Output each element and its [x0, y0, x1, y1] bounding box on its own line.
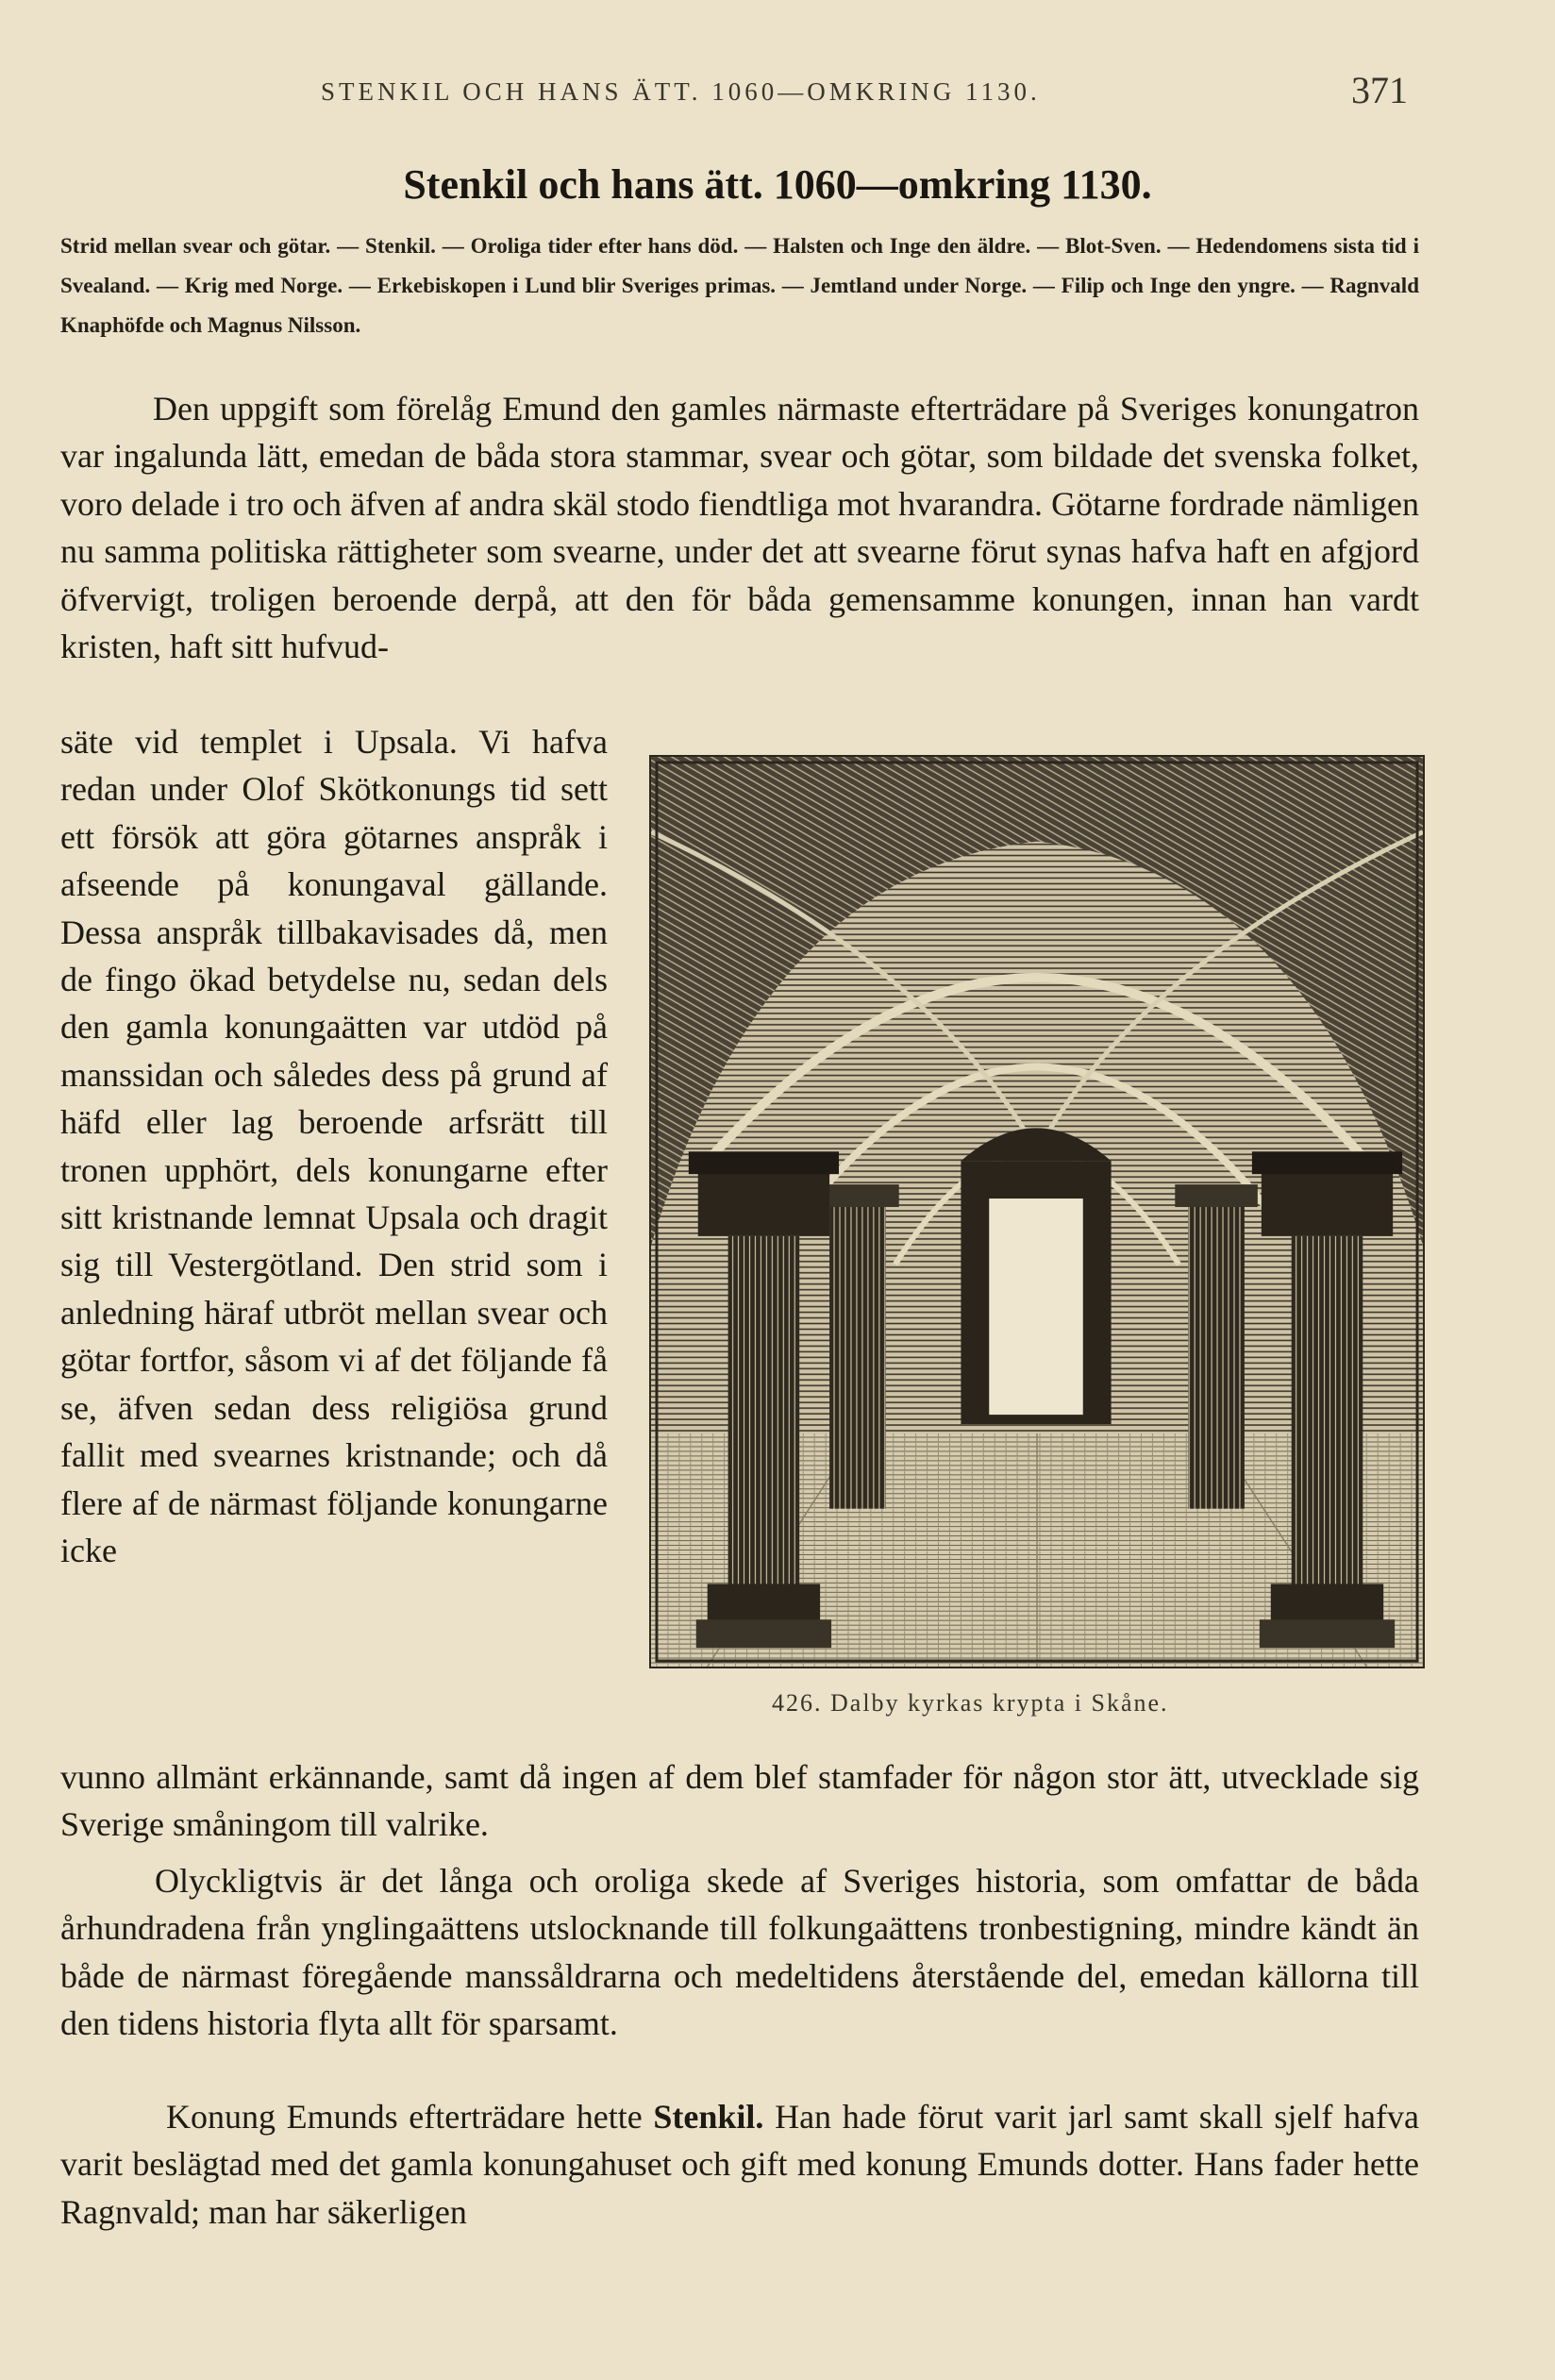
paragraph-4 — [60, 2093, 1419, 2236]
paragraph-4-lead: Konung Emunds efterträdare hette — [166, 2098, 654, 2136]
paragraph-3: Olyckligtvis är det långa och oroliga skede af Sveriges historia, som omfattar de båda århundradena från ynglingaättens utslocknande till folkungaättens tronbestigning, mindre kändt än både de närmast föregående manssåldrarna och medeltidens återstående del, emedan källorna till den tidens historia flyta allt för sparsamt. — [60, 1862, 1419, 2043]
paragraph-2-continued: vunno allmänt erkännande, samt då ingen af dem blef stamfader för någon stor ätt, utvecklade sig Sverige småningom till valrike. — [60, 1758, 1419, 1844]
crypt-engraving-illustration — [651, 757, 1423, 1667]
figure-caption: 426. Dalby kyrkas krypta i Skåne. — [772, 1689, 1169, 1717]
king-name-stenkil: Stenkil. — [653, 2098, 764, 2136]
crypt-engraving-figure — [649, 755, 1425, 1668]
paragraph-2-column: säte vid templet i Upsala. Vi hafva redan under Olof Skötkonungs tid sett ett försök att göra götarnes anspråk i afseende på konungaval gällande. Dessa anspråk tillbakavisades då, men de fingo ökad betydelse nu, sedan dels den gamla konungaätten var utdöd på manssidan och således dess på grund af häfd eller lag beroende arfsrätt till tronen upphört, dels konungarne efter sitt kristnande lemnat Upsala och dragit sig till Vestergötland. Den strid som i anledning häraf utbröt mellan svear och götar fortfor, såsom vi af det följande få se, äfven sedan dess religiösa grund fallit med svearnes kristnande; och då flere af de närmast följande konungarne icke — [60, 723, 608, 1569]
chapter-title: Stenkil och hans ätt. 1060—omkring 1130. — [403, 161, 1152, 208]
page-number: 371 — [1351, 69, 1408, 111]
chapter-summary: Strid mellan svear och götar. — Stenkil. — Oroliga tider efter hans död. — Halsten och Inge den äldre. — Blot-Sven. — Hedendomens sista tid i Svealand. — Krig med Norge. — Erkebiskopen i Lund blir Sveriges primas. — Jemtland under Norge. — Filip och Inge den yngre. — Ragnvald Knaphöfde och Magnus Nilsson. — [60, 234, 1419, 337]
paragraph-4-rest: Han hade förut varit jarl samt skall sjelf hafva varit beslägtad med det gamla konungahuset och gift med konung Emunds dotter. Hans fader hette Ragnvald; man har säkerligen — [60, 2098, 1419, 2231]
running-head: STENKIL OCH HANS ÄTT. 1060—OMKRING 1130. — [321, 77, 1041, 106]
paragraph-1: Den uppgift som förelåg Emund den gamles närmaste efterträdare på Sveriges konungatron var ingalunda lätt, emedan de båda stora stammar, svear och götar, som bildade det svenska folket, voro delade i tro och äfven af andra skäl stodo fiendtliga mot hvarandra. Götarne fordrade nämligen nu samma politiska rättigheter som svearne, under det att svearne förut synas hafva haft en afgjord öfvervigt, troligen beroende derpå, att den för båda gemensamme konungen, innan han vardt kristen, haft sitt hufvud- — [60, 390, 1419, 666]
